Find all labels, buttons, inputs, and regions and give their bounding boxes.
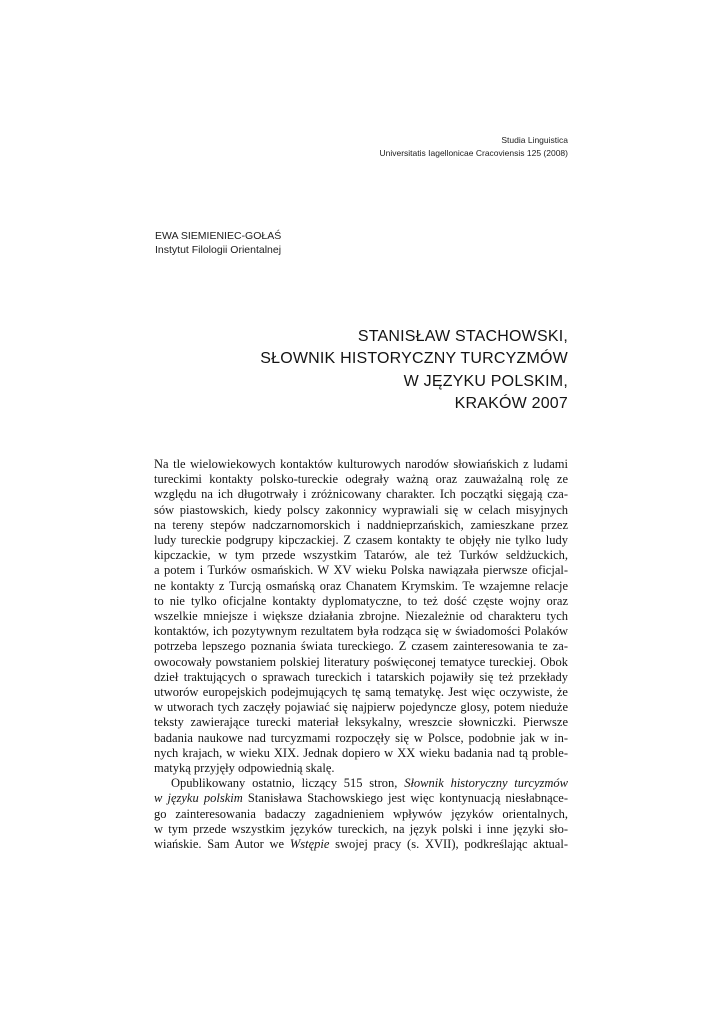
body-text-segment: kontaktów, ich pozytywnym rezultatem była rodząca się w świadomości Polaków — [154, 624, 568, 639]
body-text-segment: dzieł traktujących o sprawach tureckich i tatarskich pojawiły się też przekłady — [154, 669, 568, 684]
body-text-segment: Słownik historyczny turcyzmów — [404, 776, 568, 791]
body-text-segment: względu na ich długotrwały i zróżnicowany charakter. Ich początki sięgają cza- — [154, 487, 568, 502]
body-text-segment: to nie tylko oficjalne kontakty dyplomatyczne, to też dość częste wojny oraz — [154, 593, 568, 608]
journal-issue: Universitatis Iagellonicae Cracoviensis 125 (2008) — [379, 147, 568, 158]
body-text-segment: potrzeba lepszego poznania świata tureckiego. Z czasem zainteresowania te za- — [154, 639, 568, 654]
journal-name: Studia Linguistica — [501, 135, 568, 145]
body-line — [154, 563, 568, 578]
body-text-segment: sów piastowskich, kiedy polscy zakonnicy wyprawiali się w celach misyjnych — [154, 502, 568, 517]
body-line — [154, 503, 568, 518]
body-line — [154, 457, 568, 472]
body-text-segment: Opublikowany ostatnio, liczący 515 stron, — [171, 776, 405, 791]
body-line — [154, 670, 568, 685]
body-text-segment: Wstępie — [289, 837, 330, 852]
body-line — [154, 715, 568, 730]
body-line — [154, 624, 568, 639]
body-text-segment: ludy tureckie podgrupy kipczackiej. Z czasem kontakty te objęły nie tylko ludy — [154, 533, 568, 548]
title-line: SŁOWNIK HISTORYCZNY TURCYZMÓW — [260, 350, 568, 368]
body-text-segment: wszelkie mniejsze i większe działania zbrojne. Niezależnie od charakteru tych — [154, 609, 568, 624]
body-line — [154, 685, 568, 700]
body-line — [154, 731, 568, 746]
title-line: STANISŁAW STACHOWSKI, — [357, 328, 568, 345]
body-text-segment: owocowały powstaniem polskiej literatury poświęconej tematyce tureckiej. Obok — [154, 654, 568, 669]
body-line — [154, 518, 568, 533]
body-line — [154, 609, 568, 624]
body-text-segment: w tym przede wszystkim języków tureckich, na język polski i inne języki sło- — [154, 821, 568, 836]
body-text-segment: w języku polskim — [154, 791, 243, 806]
body-line — [154, 594, 568, 609]
journal-header — [154, 134, 568, 159]
body-text-segment: na tereny stepów nadczarnomorskich i naddnieprzańskich, zamieszkane przez — [154, 517, 568, 532]
body-text-segment: matyką przyjęły odpowiednią skalę. — [154, 761, 335, 776]
author-affiliation: Instytut Filologii Orientalnej — [155, 244, 282, 257]
body-line — [154, 487, 568, 502]
body-line — [154, 761, 568, 776]
body-line — [154, 807, 568, 822]
body-line — [154, 655, 568, 670]
body-line — [154, 791, 568, 806]
body-text-segment: go zainteresowania badaczy zagadnieniem wpływów języków orientalnych, — [154, 806, 568, 821]
body-text — [154, 457, 568, 852]
body-text-segment: teksty zawierające turecki materiał leksykalny, wreszcie słowniczki. Pierwsze — [154, 715, 568, 730]
body-line — [154, 746, 568, 761]
title-line: KRAKÓW 2007 — [454, 395, 568, 413]
author-block — [155, 229, 281, 257]
body-text-segment: tureckimi kontakty polsko-tureckie odegrały ważną oraz zauważalną rolę ze — [154, 472, 568, 487]
body-text-segment: ne kontakty z Turcją osmańską oraz Chanatem Krymskim. Te wzajemne relacje — [154, 578, 568, 593]
body-line — [154, 548, 568, 563]
body-line — [154, 579, 568, 594]
body-text-segment: badania naukowe nad turcyzmami rozpoczęły się w Polsce, podobnie jak w in- — [154, 730, 568, 745]
body-text-segment: w utworach tych zaczęły pojawiać się najpierw pojedyncze glosy, potem nieduże — [154, 700, 568, 715]
body-line — [154, 472, 568, 487]
body-text-segment: Stanisława Stachowskiego jest więc kontynuacją niesłabnące- — [242, 791, 568, 806]
body-line — [154, 776, 568, 791]
body-text-segment: Na tle wielowiekowych kontaktów kulturowych narodów słowiańskich z ludami — [154, 457, 568, 471]
body-line — [154, 837, 568, 852]
body-text-segment: utworów europejskich podejmujących tę samą tematykę. Jest więc oczywiste, że — [154, 685, 568, 700]
body-line — [154, 533, 568, 548]
title-line: W JĘZYKU POLSKIM, — [403, 372, 568, 390]
body-text-segment: a potem i Turków osmańskich. W XV wieku Polska nawiązała pierwsze oficjal- — [154, 563, 568, 578]
body-line — [154, 639, 568, 654]
body-text-segment: wiańskie. Sam Autor we — [154, 837, 290, 852]
body-text-segment: kipczackie, w tym przede wszystkim Tatarów, ale też Turków seldżuckich, — [154, 548, 568, 563]
article-title — [154, 326, 568, 416]
body-text-segment: nych krajach, w wieku XIX. Jednak dopiero w XX wieku badania nad tą proble- — [154, 745, 568, 760]
body-line — [154, 822, 568, 837]
body-text-segment: swojej pracy (s. XVII), podkreślając aktual- — [329, 837, 568, 852]
body-line — [154, 700, 568, 715]
author-name: EWA SIEMIENIEC-GOŁAŚ — [155, 230, 282, 242]
